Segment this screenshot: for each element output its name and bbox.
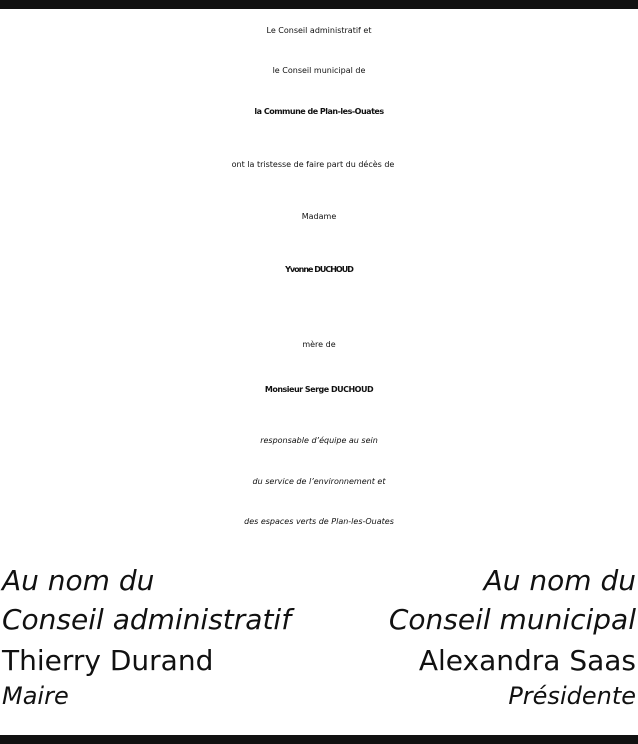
bottom-border-rule: [0, 735, 638, 744]
son-name: Monsieur Serge DUCHOUD: [264, 385, 374, 394]
intro-line-2: le Conseil municipal de: [272, 66, 366, 75]
intro-line-1: Le Conseil administratif et: [266, 26, 372, 35]
deceased-name: Yvonne DUCHOUD: [285, 265, 353, 274]
right-signatory-name: Alexandra Saas: [418, 644, 636, 677]
left-signature-line-1: Au nom du: [2, 564, 155, 597]
top-border-rule: [0, 0, 638, 9]
intro-line-3: ont la tristesse de faire part du décès de: [231, 160, 395, 169]
role-line-1: responsable d’équipe au sein: [260, 436, 378, 445]
relation-text: mère de: [302, 340, 336, 349]
left-signature-line-2: Conseil administratif: [2, 603, 292, 636]
right-signature-line-1: Au nom du: [483, 564, 636, 597]
deceased-title: Madame: [301, 212, 337, 221]
right-signatory-position: Présidente: [508, 682, 636, 710]
role-line-3: des espaces verts de Plan-les-Ouates: [244, 517, 394, 526]
right-signature-line-2: Conseil municipal: [388, 603, 636, 636]
commune-heading: la Commune de Plan-les-Ouates: [254, 107, 384, 116]
left-signatory-position: Maire: [2, 682, 69, 710]
left-signatory-name: Thierry Durand: [2, 644, 214, 677]
role-line-2: du service de l’environnement et: [252, 477, 386, 486]
